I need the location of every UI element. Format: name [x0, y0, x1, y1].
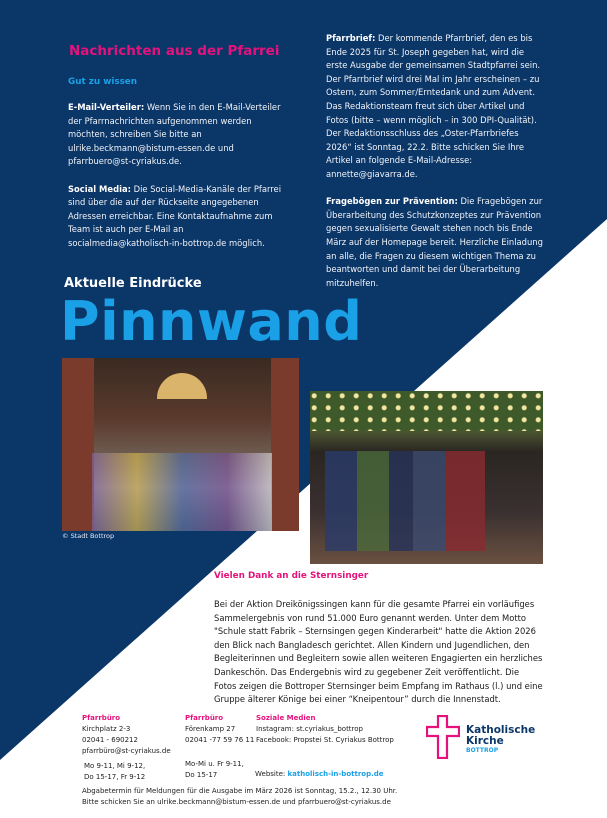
section-title-text: Nachrichten aus der Pfarrei: [69, 43, 280, 59]
social-text: Die Social-Media-Kanäle der Pfarrei sind über die auf der Rückseite angegebenen Adressen erreichbar. Eine Kontaktaufnahme zum Team ist auch per E-Mail an socialmedia@katholisch-in-bottrop.de möglich.: [68, 183, 282, 248]
footer-office2: [185, 713, 255, 781]
photo-sternsinger-rathaus: [62, 358, 299, 531]
deadline-line1: Abgabetermin für Meldungen für die Ausgabe im März 2026 ist Sonntag, 15.2., 12.30 Uhr.: [82, 787, 398, 795]
article-title-text: Vielen Dank an die Sternsinger: [214, 571, 369, 581]
pinnwand-title: Pinnwand: [60, 290, 363, 353]
photo-credit: © Stadt Bottrop: [62, 532, 115, 540]
logo-line3: BOTTROP: [466, 747, 499, 754]
left-column: [68, 101, 283, 264]
office2-hours-2: Do 15-17: [185, 771, 218, 779]
logo-line1: Katholische: [466, 724, 536, 736]
subtitle: [68, 77, 137, 87]
office1-hours-1: Mo 9-11, Mi 9-12,: [84, 762, 146, 770]
office2-phone: 02041 -77 59 76 11: [185, 736, 255, 744]
email-paragraph: [68, 101, 283, 169]
office1-phone: 02041 - 690212: [82, 736, 138, 744]
office2-address: Förenkamp 27: [185, 725, 236, 733]
facebook[interactable]: Facebook: Propstei St. Cyriakus Bottrop: [256, 736, 394, 744]
website-link[interactable]: katholisch-in-bottrop.de: [287, 770, 384, 778]
article-title: [214, 571, 368, 581]
office1-email[interactable]: pfarrbüro@st-cyriakus.de: [82, 747, 171, 755]
pfarrbrief-paragraph: [326, 32, 544, 182]
pfarrbrief-text: Der kommende Pfarrbrief, den es bis Ende 2025 für St. Joseph gegeben hat, wird die erste Ausgabe der gemeinsamen Stadtpfarrei sein. Der Pfarrbrief wird drei Mal im Jahr erscheinen – zu Ostern, zum Sommer/Erntedank und zum Advent. Das Redaktionsteam freut sich über Artikel und Fotos (bitte – wenn möglich – in 300 DPI-Qualität). Der Redaktionsschluss des „Oster-Pfarrbriefes 2026“ ist Sonntag, 22.2. Bitte schicken Sie Ihre Artikel an folgende E-Mail-Adresse: annette@giavarra.de.: [326, 33, 541, 179]
logo-katholische-kirche: [426, 715, 546, 760]
fragebogen-paragraph: [326, 195, 544, 290]
email-text: Wenn Sie in den E-Mail-Verteiler der Pfarrnachrichten aufgenommen werden möchten, schreiben Sie bitte an ulrike.beckmann@bistum-essen.de und pfarrbuero@st-cyriakus.de.: [68, 102, 281, 167]
office2-hours-1: Mo-Mi u. Fr 9-11,: [185, 760, 244, 768]
fragebogen-text: Die Fragebögen zur Überarbeitung des Schutzkonzeptes zur Prävention gegen sexualisierte Gewalt stehen noch bis Ende März auf der Homepage bereit. Herzliche Einladung an alle, die Fragen zu diesem wichtigen Thema zu beantworten und damit bei der Überarbeitung mitzuhelfen.: [326, 196, 543, 288]
article-text: Bei der Aktion Dreikönigssingen kann für die gesamte Pfarrei ein vorläufiges Sammelergebnis von rund 51.000 Euro genannt werden. Unter dem Motto "Schule statt Fabrik – Sternsingen gegen Kinderarbeit" hatte die Aktion 2026 den Blick nach Bangladesch gerichtet. Allen Kindern und Jugendlichen, den Begleiterinnen und Begleitern sowie allen weiteren Engagierten ein herzliches Dankeschön. Das Endergebnis wird zu gegebener Zeit veröffentlicht. Die Fotos zeigen die Bottroper Sternsinger beim Empfang im Rathaus (l.) und eine Gruppe älterer Könige bei einer “Kneipentour” durch die Innenstadt.: [214, 599, 543, 705]
footer-social: [256, 713, 416, 746]
deadline-line2: Bitte schicken Sie an ulrike.beckmann@bistum-essen.de und pfarrbuero@st-cyriakus.de: [82, 798, 391, 806]
subtitle-text: Gut zu wissen: [68, 77, 138, 87]
fragebogen-label: Fragebögen zur Prävention:: [326, 196, 458, 207]
pfarrbrief-label: Pfarrbrief:: [326, 33, 376, 43]
photo-sternsinger-kneipe: [310, 391, 543, 564]
logo-text: [466, 725, 535, 755]
office1-hours-2: Do 15-17, Fr 9-12: [84, 773, 146, 781]
website-label: Website:: [255, 770, 288, 778]
website-line: [255, 769, 384, 780]
office2-label: Pfarrbüro: [185, 714, 224, 722]
instagram[interactable]: Instagram: st.cyriakus_bottrop: [256, 725, 364, 733]
footer-office1: [82, 713, 182, 783]
office1-address: Kirchplatz 2-3: [82, 725, 131, 733]
logo-line2: Kirche: [466, 735, 504, 747]
social-label: Social Media:: [68, 183, 131, 194]
section-title: [69, 43, 279, 59]
cross-icon: [426, 715, 460, 759]
email-label: E-Mail-Verteiler:: [68, 102, 145, 112]
deadline-note: [82, 786, 552, 808]
right-column: [326, 32, 544, 304]
office1-label: Pfarrbüro: [82, 714, 121, 722]
pinnwand-kicker: Aktuelle Eindrücke: [64, 276, 202, 291]
social-media-label: Soziale Medien: [256, 714, 316, 722]
social-paragraph: [68, 183, 283, 251]
